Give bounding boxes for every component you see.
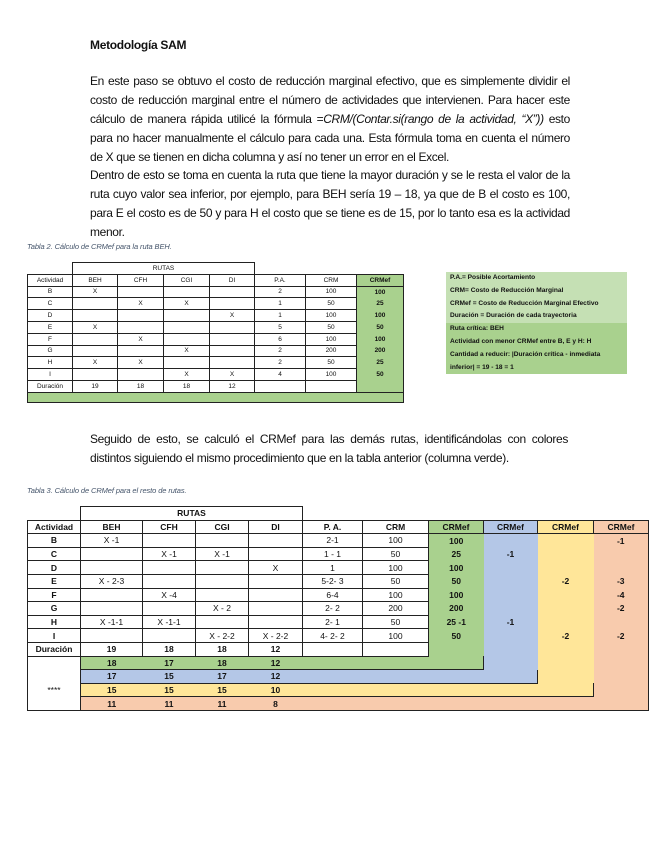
- table-cell: 18: [196, 642, 249, 656]
- table-row: [28, 369, 404, 381]
- table-cell: [196, 534, 249, 548]
- table-cell: [538, 615, 594, 629]
- iteration-label: [28, 656, 81, 670]
- table-cell: X: [210, 369, 255, 381]
- table-cell: 25: [357, 357, 404, 369]
- table-cell: [210, 321, 255, 333]
- table-cell: [73, 310, 118, 322]
- table-cell: [118, 369, 164, 381]
- table-cell: 50: [363, 574, 429, 588]
- legend-definition: CRMef = Costo de Reducción Marginal Efectivo: [450, 299, 599, 307]
- band-cell: [484, 656, 538, 670]
- table-cell: 200: [306, 345, 357, 357]
- table-cell: E: [28, 574, 81, 588]
- table-cell: [143, 574, 196, 588]
- table-cell: 100: [306, 286, 357, 298]
- iteration-label: [28, 697, 81, 711]
- table-cell: 100: [357, 286, 404, 298]
- table-cell: 6: [255, 333, 306, 345]
- blank-cell: [255, 263, 404, 275]
- header-row: [28, 520, 649, 534]
- green-band: [28, 392, 404, 402]
- iteration-value: 11: [81, 697, 143, 711]
- iteration-value: 15: [81, 683, 143, 697]
- table-cell: [143, 561, 196, 575]
- band-cell: [363, 656, 429, 670]
- band-cell: [484, 670, 538, 684]
- table-cell: [484, 629, 538, 643]
- table-cell: E: [28, 321, 73, 333]
- header-row: [28, 274, 404, 286]
- table-cell: 100: [363, 629, 429, 643]
- legend-note: Cantidad a reducir: |Duración crítica - inmediata inferior| = 19 - 18 = 1: [450, 350, 601, 371]
- table-cell: -2: [594, 602, 649, 616]
- table-cell: X: [118, 298, 164, 310]
- table-cell: 50: [357, 369, 404, 381]
- table-cell: [484, 588, 538, 602]
- iteration-label: [28, 670, 81, 684]
- band-cell: [429, 683, 484, 697]
- iteration-value: 17: [196, 670, 249, 684]
- table-cell: 4- 2- 2: [303, 629, 363, 643]
- band-cell: [594, 697, 649, 711]
- table-cell: 100: [429, 534, 484, 548]
- table-cell: X: [73, 321, 118, 333]
- legend-box: [446, 272, 627, 374]
- table-cell: X -4: [143, 588, 196, 602]
- table-row: [28, 602, 649, 616]
- table-row: [28, 561, 649, 575]
- table-cell: 100: [363, 534, 429, 548]
- table-cell: X - 2: [196, 602, 249, 616]
- table-cell: [143, 534, 196, 548]
- column-header: DI: [249, 520, 303, 534]
- table-cell: [429, 642, 484, 656]
- table-cell: [306, 380, 357, 392]
- table-cell: -2: [538, 574, 594, 588]
- band-cell: [303, 683, 363, 697]
- column-header: CRMef: [357, 274, 404, 286]
- band-cell: [429, 656, 484, 670]
- table-row: [28, 310, 404, 322]
- iteration-value: 18: [81, 656, 143, 670]
- iteration-value: 10: [249, 683, 303, 697]
- table-cell: [164, 310, 210, 322]
- table-cell: [357, 380, 404, 392]
- table-cell: [538, 642, 594, 656]
- table-cell: X -1: [196, 547, 249, 561]
- iteration-value: 11: [196, 697, 249, 711]
- table-cell: 2: [255, 357, 306, 369]
- legend-definition: CRM= Costo de Reducción Marginal: [450, 286, 564, 294]
- table-cell: 2- 1: [303, 615, 363, 629]
- table1-caption: Tabla 2. Cálculo de CRMef para la ruta BEH.: [27, 242, 172, 251]
- table-cell: [196, 561, 249, 575]
- table-cell: 100: [357, 333, 404, 345]
- formula-text: CRM/(Contar.si(rango de la actividad, “X”)): [323, 112, 544, 126]
- table-cell: [363, 642, 429, 656]
- table-cell: [538, 588, 594, 602]
- iteration-row: [28, 656, 649, 670]
- table-cell: X -1-1: [143, 615, 196, 629]
- table-cell: F: [28, 333, 73, 345]
- legend-definitions: [446, 272, 627, 323]
- band-cell: [363, 670, 429, 684]
- blank-cell: [28, 507, 81, 521]
- iteration-value: 18: [196, 656, 249, 670]
- iteration-row: [28, 683, 649, 697]
- table-cell: 2- 2: [303, 602, 363, 616]
- band-cell: [303, 656, 363, 670]
- table-row: [28, 298, 404, 310]
- table-row: [28, 321, 404, 333]
- table-cell: [118, 286, 164, 298]
- table-cell: 19: [73, 380, 118, 392]
- band-cell: [303, 697, 363, 711]
- table-cell: [118, 310, 164, 322]
- blank-cell: [28, 263, 73, 275]
- table-cell: [249, 534, 303, 548]
- table-cell: [303, 642, 363, 656]
- table-row: [28, 574, 649, 588]
- band-cell: [594, 683, 649, 697]
- table-cell: [143, 602, 196, 616]
- table-cell: 1: [303, 561, 363, 575]
- crmef-beh-table: [27, 262, 404, 403]
- table-cell: [118, 321, 164, 333]
- iteration-value: 17: [143, 656, 196, 670]
- iteration-row: [28, 670, 649, 684]
- table-cell: [210, 345, 255, 357]
- blank-cell: [303, 507, 649, 521]
- table-cell: [143, 629, 196, 643]
- table-cell: [73, 369, 118, 381]
- table-row: [28, 286, 404, 298]
- table-cell: X: [210, 310, 255, 322]
- table-cell: 12: [210, 380, 255, 392]
- table-cell: G: [28, 345, 73, 357]
- column-header: CRMef: [429, 520, 484, 534]
- iteration-value: 12: [249, 656, 303, 670]
- band-cell: [363, 697, 429, 711]
- table-cell: 18: [143, 642, 196, 656]
- table-cell: 25: [429, 547, 484, 561]
- table-cell: 50: [306, 321, 357, 333]
- summary-row: [28, 392, 404, 402]
- table-cell: X: [73, 357, 118, 369]
- table-cell: 100: [363, 561, 429, 575]
- table-cell: X: [164, 298, 210, 310]
- table-cell: [594, 561, 649, 575]
- column-header: DI: [210, 274, 255, 286]
- table-cell: X: [249, 561, 303, 575]
- table-cell: 100: [306, 369, 357, 381]
- table-cell: [594, 615, 649, 629]
- paragraph-route-example: Dentro de esto se toma en cuenta la ruta que tiene la mayor duración y se le resta el valor de la ruta cuyo valor sea inferior, por ejemplo, para BEH sería 19 – 18, ya que de B el costo es 100, para E el costo es de 50 y para H el costo que se tiene es de 15, por lo tanto esa es la actividad menor.: [90, 168, 570, 239]
- table-cell: 19: [81, 642, 143, 656]
- table-cell: X: [118, 333, 164, 345]
- band-cell: [363, 683, 429, 697]
- column-header: P. A.: [303, 520, 363, 534]
- table-cell: [210, 357, 255, 369]
- iteration-row: [28, 697, 649, 711]
- table-cell: [484, 574, 538, 588]
- table-cell: 50: [357, 321, 404, 333]
- rutas-group-row: [28, 263, 404, 275]
- rutas-header: RUTAS: [73, 263, 255, 275]
- crmef-routes-table: [27, 506, 649, 711]
- table-cell: [164, 333, 210, 345]
- table-row: [28, 345, 404, 357]
- iteration-value: 12: [249, 670, 303, 684]
- iteration-value: 8: [249, 697, 303, 711]
- table-cell: X -1: [81, 534, 143, 548]
- table-cell: 100: [357, 310, 404, 322]
- table-cell: D: [28, 561, 81, 575]
- table-cell: 100: [429, 561, 484, 575]
- table-cell: -2: [538, 629, 594, 643]
- table-row: [28, 642, 649, 656]
- column-header: CFH: [143, 520, 196, 534]
- table-cell: F: [28, 588, 81, 602]
- table-cell: 2: [255, 286, 306, 298]
- table-row: [28, 615, 649, 629]
- table-cell: -3: [594, 574, 649, 588]
- table-cell: 1: [255, 310, 306, 322]
- iteration-value: 15: [196, 683, 249, 697]
- table-cell: [164, 321, 210, 333]
- band-cell: [538, 670, 594, 684]
- column-header: P.A.: [255, 274, 306, 286]
- band-cell: [429, 670, 484, 684]
- iteration-value: 17: [81, 670, 143, 684]
- band-cell: [303, 670, 363, 684]
- column-header: CRM: [363, 520, 429, 534]
- table-cell: 1 - 1: [303, 547, 363, 561]
- table-cell: [164, 357, 210, 369]
- table-cell: 2: [255, 345, 306, 357]
- table-cell: [81, 561, 143, 575]
- table-cell: [196, 574, 249, 588]
- paragraph-other-routes: Seguido de esto, se calculó el CRMef para las demás rutas, identificándolas con colores distintos siguiendo el mismo procedimiento que en la tabla anterior (columna verde).: [90, 432, 568, 465]
- iteration-label: ****: [28, 683, 81, 697]
- table-cell: [484, 534, 538, 548]
- table-cell: [118, 345, 164, 357]
- band-cell: [538, 656, 594, 670]
- table-cell: B: [28, 286, 73, 298]
- table-cell: 12: [249, 642, 303, 656]
- table-cell: -1: [484, 547, 538, 561]
- table-cell: [484, 642, 538, 656]
- column-header: CRMef: [538, 520, 594, 534]
- table-cell: 200: [429, 602, 484, 616]
- table-cell: -1: [484, 615, 538, 629]
- table-cell: X - 2-2: [196, 629, 249, 643]
- table-row: [28, 534, 649, 548]
- band-cell: [594, 670, 649, 684]
- table-cell: [249, 615, 303, 629]
- paragraph-text: esto para no hacer manualmente el cálculo para cada una. Esta fórmula toma en cuenta el número de X que se tienen en dicha columna y así no tener un error en el Excel.: [90, 112, 570, 164]
- column-header: BEH: [81, 520, 143, 534]
- legend-definition: Duración = Duración de cada trayectoria: [450, 312, 577, 320]
- band-cell: [538, 697, 594, 711]
- band-cell: [429, 697, 484, 711]
- table-cell: [249, 574, 303, 588]
- table-cell: G: [28, 602, 81, 616]
- table-cell: 200: [357, 345, 404, 357]
- table-cell: C: [28, 298, 73, 310]
- table-row: [28, 380, 404, 392]
- table-cell: [538, 534, 594, 548]
- table-cell: [249, 588, 303, 602]
- column-header: BEH: [73, 274, 118, 286]
- table-cell: [249, 547, 303, 561]
- table-cell: 50: [306, 298, 357, 310]
- table-cell: H: [28, 615, 81, 629]
- legend-note: Actividad con menor CRMef entre B, E y H: H: [450, 337, 592, 345]
- iteration-value: 15: [143, 670, 196, 684]
- table-cell: 50: [363, 547, 429, 561]
- table-cell: 18: [118, 380, 164, 392]
- paragraph-crmef-explanation: [90, 72, 570, 167]
- table-cell: [594, 642, 649, 656]
- table-cell: 4: [255, 369, 306, 381]
- column-header: CRMef: [484, 520, 538, 534]
- table-cell: [73, 333, 118, 345]
- table-cell: X: [164, 369, 210, 381]
- table-cell: [594, 547, 649, 561]
- table-cell: [81, 602, 143, 616]
- table-cell: X: [73, 286, 118, 298]
- table-cell: [210, 333, 255, 345]
- legend-notes: [446, 323, 627, 374]
- table-cell: X -1-1: [81, 615, 143, 629]
- table-row: [28, 333, 404, 345]
- table-cell: 2-1: [303, 534, 363, 548]
- table-cell: [196, 588, 249, 602]
- table-cell: 6-4: [303, 588, 363, 602]
- table-cell: [210, 298, 255, 310]
- table-cell: X - 2-3: [81, 574, 143, 588]
- table-cell: 100: [363, 588, 429, 602]
- table-cell: 18: [164, 380, 210, 392]
- column-header: CRMef: [594, 520, 649, 534]
- table-cell: 50: [363, 615, 429, 629]
- band-cell: [538, 683, 594, 697]
- rutas-group-row: [28, 507, 649, 521]
- table-cell: 5-2- 3: [303, 574, 363, 588]
- table-cell: [164, 286, 210, 298]
- column-header: CRM: [306, 274, 357, 286]
- table-cell: -1: [594, 534, 649, 548]
- column-header: Actividad: [28, 274, 73, 286]
- table-cell: -4: [594, 588, 649, 602]
- table-cell: [538, 602, 594, 616]
- table-cell: 50: [429, 574, 484, 588]
- table-cell: X: [118, 357, 164, 369]
- table2-caption: Tabla 3. Cálculo de CRMef para el resto de rutas.: [27, 486, 187, 495]
- table-row: [28, 588, 649, 602]
- table-row: [28, 547, 649, 561]
- table-cell: [249, 602, 303, 616]
- table-cell: 50: [429, 629, 484, 643]
- table-cell: I: [28, 629, 81, 643]
- table-cell: [196, 615, 249, 629]
- table-cell: [73, 345, 118, 357]
- table-row: [28, 629, 649, 643]
- table-cell: Duración: [28, 380, 73, 392]
- band-cell: [484, 697, 538, 711]
- table-cell: H: [28, 357, 73, 369]
- table-cell: 25 -1: [429, 615, 484, 629]
- table-cell: Duración: [28, 642, 81, 656]
- table-cell: X - 2-2: [249, 629, 303, 643]
- iteration-value: 15: [143, 683, 196, 697]
- table-cell: 25: [357, 298, 404, 310]
- table-cell: I: [28, 369, 73, 381]
- column-header: CGI: [196, 520, 249, 534]
- band-cell: [594, 656, 649, 670]
- table-cell: D: [28, 310, 73, 322]
- table-cell: [210, 286, 255, 298]
- table-cell: C: [28, 547, 81, 561]
- table-cell: [81, 547, 143, 561]
- paragraph-text: En este paso se obtuvo el costo de reducción marginal efectivo, que es simplemente dividir el costo de reducción marginal entre el número de actividades que intervienen. Para hacer este cálculo de manera rápida utilicé la fórmula =: [90, 74, 570, 126]
- table-cell: 1: [255, 298, 306, 310]
- table-cell: -2: [594, 629, 649, 643]
- table-cell: B: [28, 534, 81, 548]
- table-cell: X -1: [143, 547, 196, 561]
- table-cell: [538, 561, 594, 575]
- legend-note: Ruta crítica: BEH: [450, 325, 504, 333]
- table-cell: 200: [363, 602, 429, 616]
- document-title: Metodología SAM: [90, 38, 187, 52]
- column-header: CFH: [118, 274, 164, 286]
- table-cell: [81, 588, 143, 602]
- band-cell: [484, 683, 538, 697]
- table-row: [28, 357, 404, 369]
- table-cell: 5: [255, 321, 306, 333]
- table-cell: [538, 547, 594, 561]
- rutas-header: RUTAS: [81, 507, 303, 521]
- table-cell: 100: [306, 310, 357, 322]
- column-header: Actividad: [28, 520, 81, 534]
- table-cell: 50: [306, 357, 357, 369]
- legend-definition: P.A.= Posible Acortamiento: [450, 274, 536, 281]
- table-cell: [484, 602, 538, 616]
- table-cell: [73, 298, 118, 310]
- column-header: CGI: [164, 274, 210, 286]
- table-cell: [81, 629, 143, 643]
- table-cell: 100: [429, 588, 484, 602]
- table-cell: [484, 561, 538, 575]
- table-cell: [255, 380, 306, 392]
- table-cell: 100: [306, 333, 357, 345]
- table-cell: X: [164, 345, 210, 357]
- iteration-value: 11: [143, 697, 196, 711]
